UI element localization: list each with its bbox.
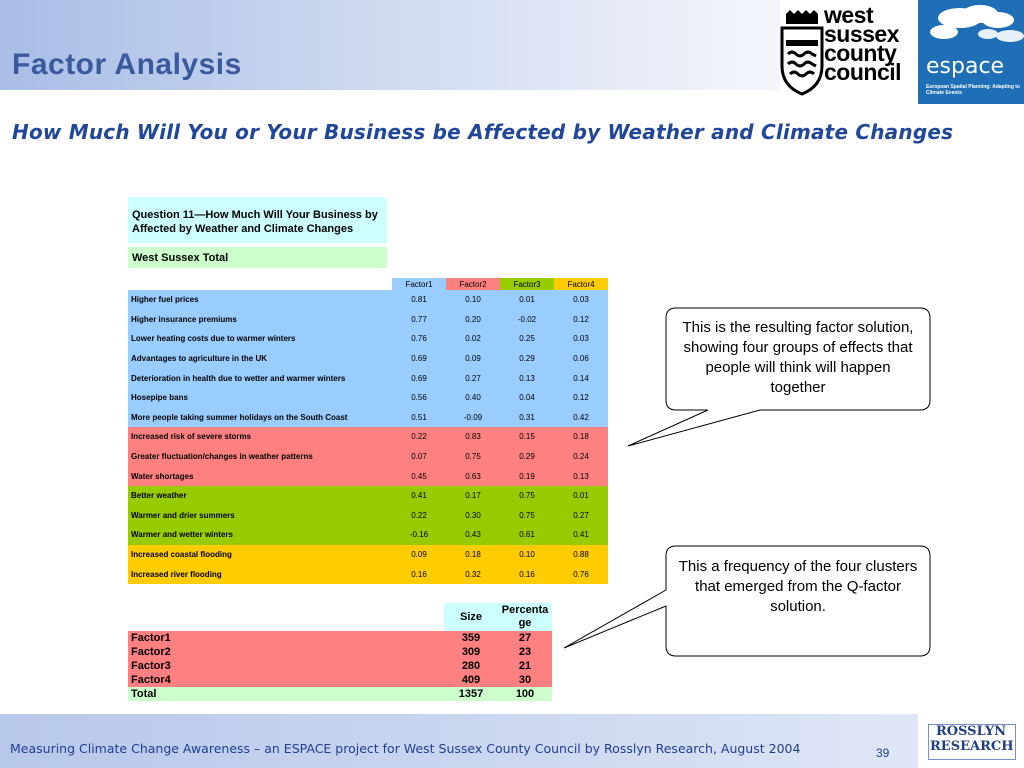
factor-value-cell: 0.12 <box>554 388 608 408</box>
factor-value-cell: 0.17 <box>446 486 500 506</box>
cluster-size: 1357 <box>444 687 498 701</box>
factor4-header: Factor4 <box>554 278 608 290</box>
row-label: More people taking summer holidays on the South Coast <box>128 408 392 428</box>
bottom-callout-text: This a frequency of the four clusters that emerged from the Q-factor solution. <box>678 558 918 615</box>
factor-value-cell: 0.22 <box>392 427 446 447</box>
factor-value-cell: 0.15 <box>500 427 554 447</box>
cluster-size: 409 <box>444 673 498 687</box>
row-label: Water shortages <box>128 466 392 486</box>
cluster-size: 280 <box>444 659 498 673</box>
factor-value-cell: 0.01 <box>554 486 608 506</box>
factor-value-cell: 0.03 <box>554 329 608 349</box>
factor-value-cell: 0.31 <box>500 408 554 428</box>
row-label: Increased river flooding <box>128 564 392 584</box>
factor-value-cell: 0.40 <box>446 388 500 408</box>
factor-value-cell: 0.27 <box>554 506 608 526</box>
row-label: Higher insurance premiums <box>128 310 392 330</box>
west-sussex-total-label: West Sussex Total <box>132 252 229 264</box>
factor-value-cell: 0.09 <box>392 545 446 565</box>
cluster-percentage: 21 <box>498 659 552 673</box>
rosslyn-logo <box>918 714 1024 768</box>
factor-value-cell: 0.25 <box>500 329 554 349</box>
factor-value-cell: 0.29 <box>500 447 554 467</box>
factor-value-cell: 0.09 <box>446 349 500 369</box>
cluster-size: 359 <box>444 631 498 645</box>
row-label: Warmer and wetter winters <box>128 525 392 545</box>
cluster-percentage: 100 <box>498 687 552 701</box>
factor-value-cell: 0.03 <box>554 290 608 310</box>
cluster-label: Factor2 <box>128 645 444 659</box>
factor-value-cell: 0.13 <box>554 466 608 486</box>
factor3-header: Factor3 <box>500 278 554 290</box>
cluster-label: Factor3 <box>128 659 444 673</box>
factor-value-cell: 0.14 <box>554 368 608 388</box>
factor-value-cell: 0.69 <box>392 349 446 369</box>
factor-value-cell: 0.18 <box>446 545 500 565</box>
top-callout-text: This is the resulting factor solution, showing four groups of effects that people will think will happen together <box>682 319 914 396</box>
factor-value-cell: 0.07 <box>392 447 446 467</box>
footer-bar <box>0 714 918 768</box>
factor-value-cell: 0.76 <box>392 329 446 349</box>
factor-value-cell: 0.41 <box>392 486 446 506</box>
cluster-percentage: 23 <box>498 645 552 659</box>
factor-value-cell: 0.41 <box>554 525 608 545</box>
slide-subtitle: How Much Will You or Your Business be Affected by Weather and Climate Changes <box>12 120 954 144</box>
cluster-label: Total <box>128 687 444 701</box>
factor-value-cell: 0.81 <box>392 290 446 310</box>
cluster-label: Factor1 <box>128 631 444 645</box>
factor-value-cell: 0.16 <box>500 564 554 584</box>
row-label: Advantages to agriculture in the UK <box>128 349 392 369</box>
factor2-header: Factor2 <box>446 278 500 290</box>
row-label: Greater fluctuation/changes in weather patterns <box>128 447 392 467</box>
espace-tagline: European Spatial Planning: Adapting to Climate Events <box>926 84 1020 96</box>
wscc-logo-text: west sussex county council <box>824 2 902 85</box>
factor-value-cell: 0.13 <box>500 368 554 388</box>
factor-value-cell: 0.20 <box>446 310 500 330</box>
factor-value-cell: 0.32 <box>446 564 500 584</box>
cluster-size: 309 <box>444 645 498 659</box>
row-label: Increased coastal flooding <box>128 545 392 565</box>
factor-value-cell: 0.69 <box>392 368 446 388</box>
factor-value-cell: 0.18 <box>554 427 608 447</box>
page-number: 39 <box>876 746 890 760</box>
factor-value-cell: 0.76 <box>554 564 608 584</box>
factor-value-cell: 0.22 <box>392 506 446 526</box>
factor-value-cell: 0.75 <box>446 447 500 467</box>
row-label: Deterioration in health due to wetter and warmer winters <box>128 368 392 388</box>
rosslyn-logo-text: ROSSLYN RESEARCH <box>930 724 1014 754</box>
row-label: Warmer and drier summers <box>128 506 392 526</box>
factor-value-cell: -0.09 <box>446 408 500 428</box>
factor-value-cell: 0.16 <box>392 564 446 584</box>
factor-value-cell: 0.51 <box>392 408 446 428</box>
factor-value-cell: 0.77 <box>392 310 446 330</box>
row-label: Increased risk of severe storms <box>128 427 392 447</box>
factor-value-cell: 0.63 <box>446 466 500 486</box>
factor-value-cell: 0.12 <box>554 310 608 330</box>
factor-value-cell: 0.06 <box>554 349 608 369</box>
factor-value-cell: 0.19 <box>500 466 554 486</box>
factor-value-cell: 0.61 <box>500 525 554 545</box>
row-label: Better weather <box>128 486 392 506</box>
factor-value-cell: 0.27 <box>446 368 500 388</box>
factor-value-cell: 0.42 <box>554 408 608 428</box>
factor-value-cell: 0.45 <box>392 466 446 486</box>
factor-value-cell: 0.04 <box>500 388 554 408</box>
factor-value-cell: 0.02 <box>446 329 500 349</box>
cluster-percentage: 30 <box>498 673 552 687</box>
footer-text: Measuring Climate Change Awareness – an ESPACE project for West Sussex County Council by Rosslyn Research, August 2004 <box>10 741 801 756</box>
factor-value-cell: 0.29 <box>500 349 554 369</box>
size-header: Size <box>444 603 498 631</box>
factor-value-cell: 0.75 <box>500 486 554 506</box>
factor1-header: Factor1 <box>392 278 446 290</box>
factor-value-cell: 0.75 <box>500 506 554 526</box>
row-label: Higher fuel prices <box>128 290 392 310</box>
factor-value-cell: 0.10 <box>500 545 554 565</box>
factor-value-cell: 0.10 <box>446 290 500 310</box>
factor-value-cell: 0.88 <box>554 545 608 565</box>
row-label: Lower heating costs due to warmer winters <box>128 329 392 349</box>
slide-title: Factor Analysis <box>12 48 242 81</box>
percentage-header: Percenta ge <box>498 603 552 631</box>
factor-value-cell: 0.83 <box>446 427 500 447</box>
factor-value-cell: -0.16 <box>392 525 446 545</box>
cluster-label: Factor4 <box>128 673 444 687</box>
factor-value-cell: 0.43 <box>446 525 500 545</box>
espace-wordmark: espace <box>926 54 1005 79</box>
cluster-percentage: 27 <box>498 631 552 645</box>
factor-value-cell: 0.24 <box>554 447 608 467</box>
factor-value-cell: 0.56 <box>392 388 446 408</box>
factor-value-cell: -0.02 <box>500 310 554 330</box>
row-label: Hosepipe bans <box>128 388 392 408</box>
factor-value-cell: 0.01 <box>500 290 554 310</box>
factor-value-cell: 0.30 <box>446 506 500 526</box>
question-text: Question 11—How Much Will Your Business by Affected by Weather and Climate Changes <box>132 209 378 235</box>
